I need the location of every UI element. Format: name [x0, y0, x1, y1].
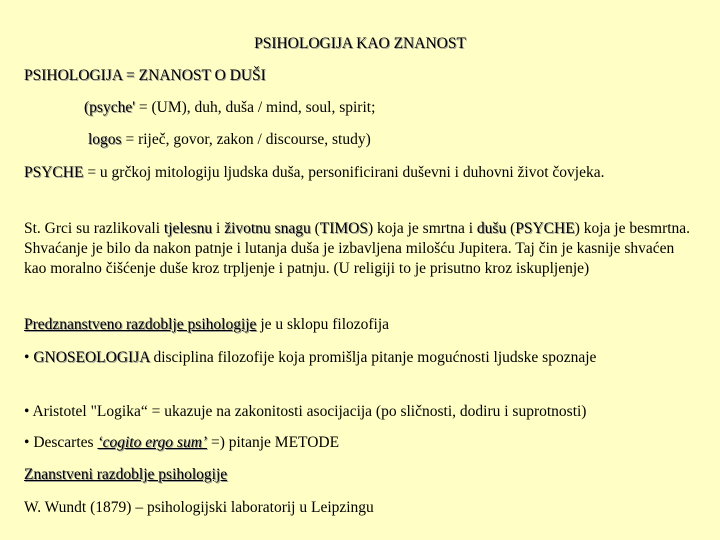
aristotle-text: Aristotel "Logika“ = ukazuje na zakonitosti asocijacija (po sličnosti, dodiru i suprotnosti) [32, 403, 587, 420]
page-title: PSIHOLOGIJA KAO ZNANOST [254, 35, 466, 52]
definition-line: PSIHOLOGIJA = ZNANOST O DUŠI [24, 67, 266, 84]
logos-etymology [88, 130, 371, 150]
wundt-line: W. Wundt (1879) – psihologijski laboratorij u Leipzingu [24, 499, 374, 516]
aristotle-item [24, 402, 586, 422]
scientific-heading: Znanstveni razdoblje psihologije [24, 466, 228, 483]
descartes-text: =) pitanje METODE [207, 434, 340, 451]
greeks-key-dusa: dušu [476, 220, 507, 237]
cogito-phrase: ‘cogito ergo sum’ [97, 434, 208, 451]
greeks-text-1: St. Grci su razlikovali [24, 220, 164, 237]
greeks-key-timos: TIMOS [319, 220, 368, 237]
greeks-key-tjelesnu: tjelesnu [163, 220, 213, 237]
greeks-text-6: ) koja je besmrtna. Shvaćanje je bilo da nakon patnje i lutanja duša je izbavljena milošću Jupitera. Taj čin je kasnije shvaćen kao moralno čišćenje duše kroz trpljenje i patnju. (U religiji to je prisutno kroz iskupljenje) [24, 220, 691, 277]
greeks-text-5: ( [506, 220, 516, 237]
psyche-term: (psyche' [84, 99, 135, 116]
logos-term: logos [88, 131, 122, 148]
bullet-icon: • [24, 403, 30, 420]
psyche-meaning: = (UM), duh, duša / mind, soul, spirit; [135, 99, 376, 116]
psyche-def-text: = u grčkoj mitologiju ljudska duša, personificirani duševni i duhovni život čovjeka. [83, 164, 605, 181]
gnoseology-term: GNOSEOLOGIJA [33, 349, 150, 366]
greeks-key-psyche: PSYCHE [515, 220, 575, 237]
descartes-pre: Descartes [33, 434, 98, 451]
psyche-etymology [84, 98, 375, 118]
bullet-icon: • [24, 349, 30, 366]
greeks-key-zivotna-snaga: životnu snagu [224, 220, 311, 237]
greeks-paragraph [24, 219, 696, 279]
gnoseology-text: disciplina filozofije koja promišlja pitanje mogućnosti ljudske spoznaje [149, 349, 597, 366]
descartes-item [24, 433, 339, 453]
psyche-def-term: PSYCHE [24, 164, 84, 181]
prescientific-text: je u sklopu filozofija [256, 316, 390, 333]
prescientific-heading: Predznanstveno razdoblje psihologije [24, 316, 257, 333]
greeks-text-4: ) koja je smrtna i [368, 220, 477, 237]
logos-meaning: = riječ, govor, zakon / discourse, study) [121, 131, 371, 148]
gnoseology-item [24, 348, 696, 368]
greeks-text-2: i [212, 220, 225, 237]
greeks-text-3: ( [310, 220, 320, 237]
psyche-definition [24, 163, 696, 183]
prescientific-line [24, 315, 389, 335]
bullet-icon: • [24, 434, 30, 451]
